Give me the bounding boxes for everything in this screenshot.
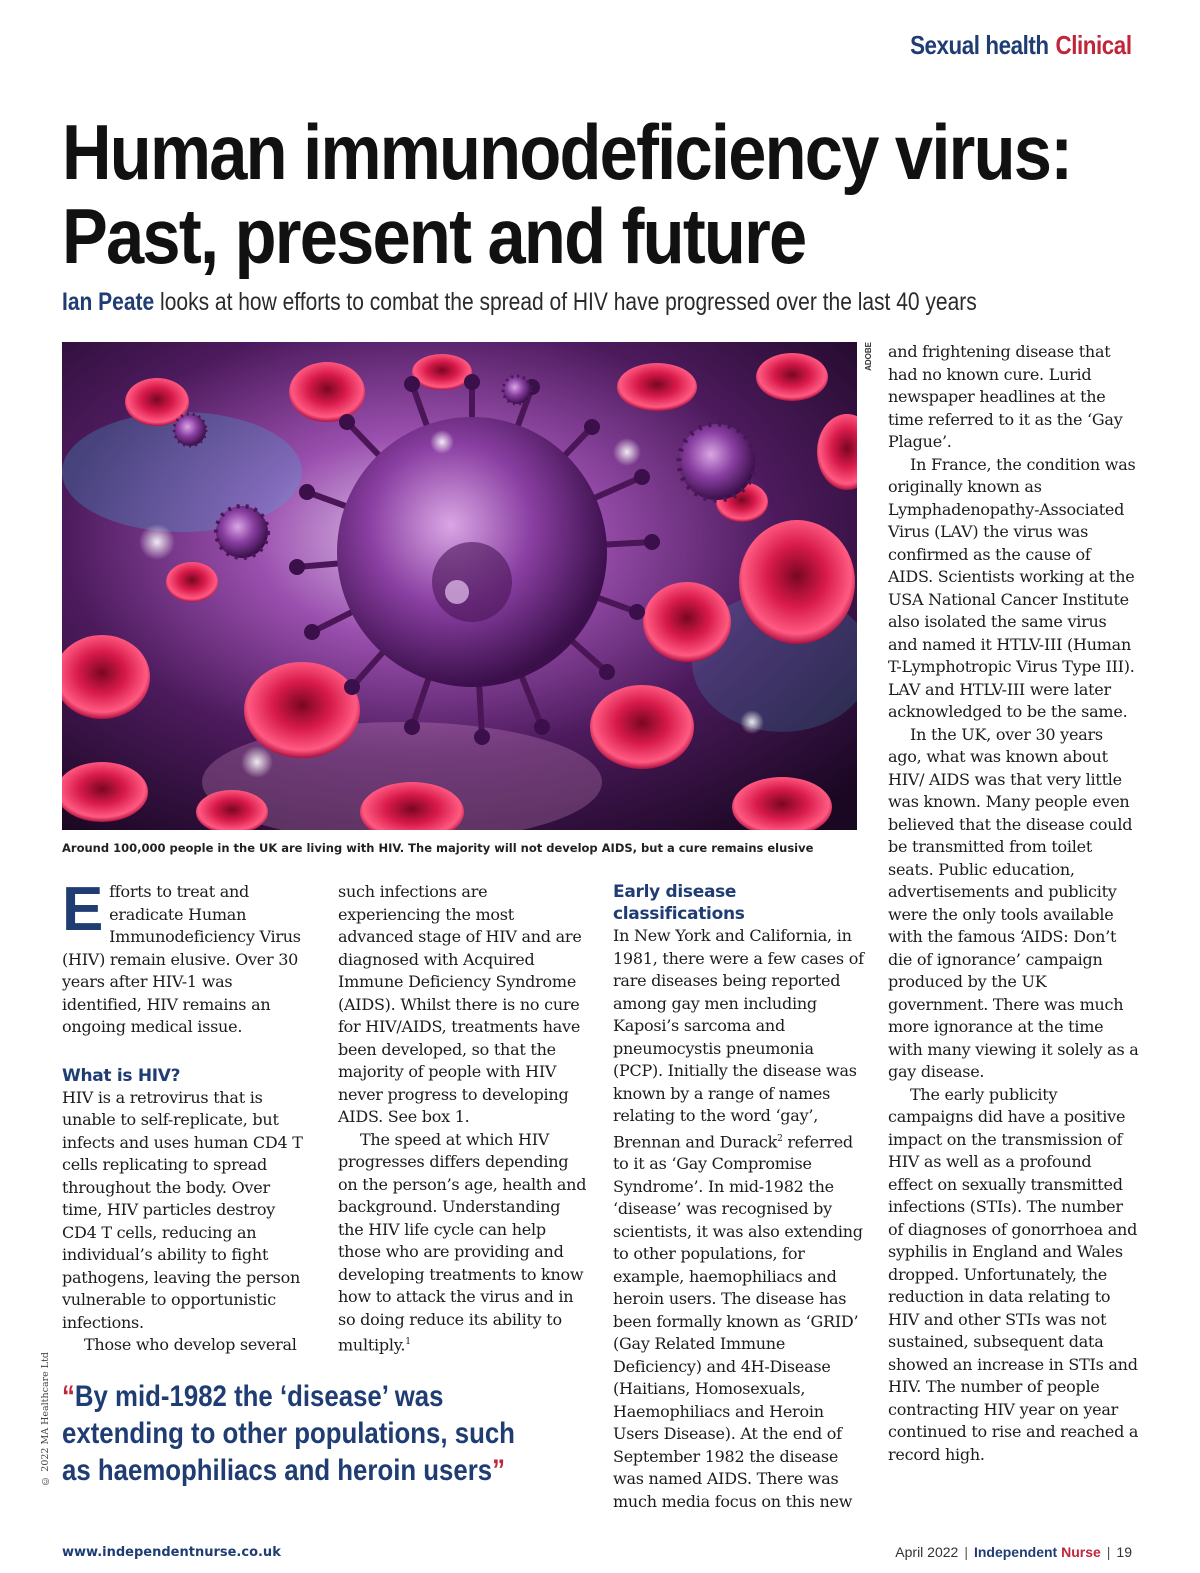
page-number: 19 — [1116, 1544, 1132, 1560]
reference-1: 1 — [405, 1337, 411, 1347]
drop-cap: E — [62, 875, 104, 944]
heading-what-is-hiv: What is HIV? — [62, 1065, 181, 1086]
paragraph-those-who-develop: Those who develop several — [84, 1335, 297, 1354]
section-label: Sexual health — [910, 30, 1050, 60]
issue-date: April 2022 — [895, 1544, 959, 1560]
author-name: Ian Peate — [62, 288, 155, 316]
paragraph-france: In France, the condition was originally known as Lymphadenopathy-Associated Virus (LAV) the virus was confirmed as the cause of AIDS. Scientists working at the USA National Cancer Institute also isolated the same virus and named it HTLV-III (Human T-Lymphotropic Virus Type III). LAV and HTLV-III were later acknowledged to be the same. — [888, 454, 1136, 721]
column-3 — [613, 881, 865, 1513]
publication-name-a: Independent — [973, 1544, 1058, 1560]
copyright-notice: © 2022 MA Healthcare Ltd — [40, 1352, 51, 1486]
virus-illustration-svg — [62, 342, 857, 830]
category-label: Clinical — [1055, 30, 1132, 60]
standfirst — [62, 288, 986, 317]
close-quote-mark: ” — [492, 1454, 506, 1487]
section-tag — [910, 30, 1132, 61]
paragraph-progression: The speed at which HIV progresses differs depending on the person’s age, health and background. Understanding the HIV life cycle can help those who are providing and developing treatments to know how to attack the virus and in so doing reduce its ability to multiply.$^1$ — [338, 1129, 587, 1355]
column-2 — [338, 881, 588, 1357]
paragraph-gay-plague: and frightening disease that had no known cure. Lurid newspaper headlines at the time referred to it as the ‘Gay Plague’. — [888, 342, 1123, 451]
headline-line-1: Human immunodeficiency virus: — [62, 108, 1072, 196]
open-quote-mark: “ — [62, 1380, 75, 1413]
pull-quote — [62, 1378, 526, 1489]
reference-2: 2 — [777, 1133, 783, 1144]
standfirst-text: looks at how efforts to combat the spread of HIV have progressed over the last 40 years — [154, 288, 977, 316]
headline-line-2: Past, present and future — [62, 192, 806, 280]
pull-quote-text: By mid-1982 the ‘disease’ was extending to other populations, such as haemophiliacs and heroin users — [62, 1380, 515, 1487]
paragraph-early-classifications: In New York and California, in 1981, there were a few cases of rare diseases being reported among gay men including Kaposi’s sarcoma and pneumocystis pneumonia (PCP). Initially the disease was known by a range of names relating to the word ‘gay’, Brennan and Durack$^2$ referred to it as ‘Gay Compromise Syndrome’. In mid-1982 the ‘disease’ was recognised by scientists, it was also extending to other populations, for example, haemophiliacs and heroin users. The disease has been formally known as ‘GRID’ (Gay Related Immune Deficiency) and 4H-Disease (Haitians, Homosexuals, Haemophiliacs and Heroin Users Disease). At the end of September 1982 the disease was named AIDS. There was much media focus on this new — [613, 926, 864, 1511]
intro-paragraph: Efforts to treat and eradicate Human Immunodeficiency Virus (HIV) remain elusive. Over 30 years after HIV-1 was identified, HIV remains an ongoing medical issue. — [62, 875, 301, 1036]
column-1 — [62, 875, 310, 1357]
headline — [62, 108, 1072, 280]
paragraph-aids: such infections are experiencing the most advanced stage of HIV and are diagnosed with Acquired Immune Deficiency Syndrome (AIDS). Whilst there is no cure for HIV/AIDS, treatments have been developed, so that the majority of people with HIV never progress to developing AIDS. See box 1. — [338, 882, 582, 1126]
footer-publication-info: April 2022 | Independent Nurse | 19 — [895, 1544, 1132, 1560]
paragraph-what-is-hiv: HIV is a retrovirus that is unable to self-replicate, but infects and uses human CD4 T cells replicating to spread throughout the body. Over time, HIV particles destroy CD4 T cells, reducing an individual’s ability to fight pathogens, leaving the person vulnerable to opportunistic infections. — [62, 1087, 303, 1332]
paragraph-uk: In the UK, over 30 years ago, what was known about HIV/ AIDS was that very little was known. Many people even believed that the disease could be transmitted from toilet seats. Public education, advertisements and publicity were the only tools available with the famous ‘AIDS: Don’t die of ignorance’ campaign produced by the UK government. There was much more ignorance at the time with many viewing it solely as a gay disease. — [888, 724, 1139, 1081]
publication-name-b: Nurse — [1061, 1544, 1101, 1560]
column-4 — [888, 341, 1140, 1466]
virus-illustration — [62, 342, 857, 830]
paragraph-publicity: The early publicity campaigns did have a positive impact on the transmission of HIV as well as a profound effect on sexually transmitted infections (STIs). The number of diagnoses of gonorrhoea and syphilis in England and Wales dropped. Unfortunately, the reduction in data relating to HIV and other STIs was not sustained, subsequent data showed an increase in STIs and HIV. The number of people contracting HIV year on year continued to rise and reached a record high. — [888, 1084, 1139, 1464]
photo-credit: ADOBE — [864, 342, 873, 371]
footer-website-link[interactable]: www.independentnurse.co.uk — [62, 1545, 281, 1560]
photo-caption: Around 100,000 people in the UK are living with HIV. The majority will not develop AIDS, but a cure remains elusive — [62, 841, 814, 855]
heading-early-classifications: Early disease classifications — [613, 882, 745, 924]
